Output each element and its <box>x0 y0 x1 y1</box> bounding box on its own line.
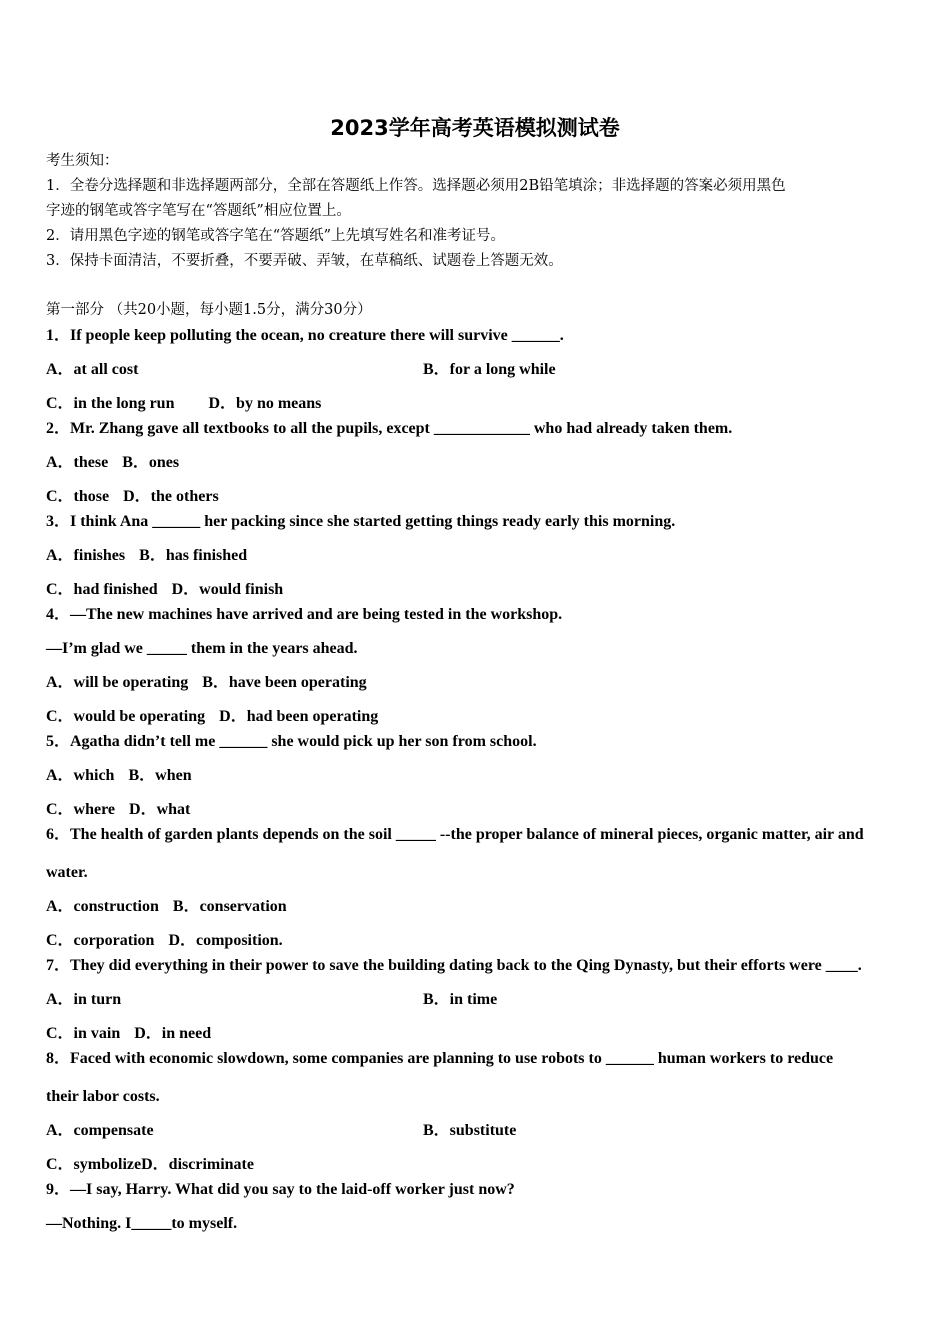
section-heading: 第一部分 （共20小题，每小题1.5分，满分30分） <box>46 302 372 318</box>
option-a: A．will be operating <box>46 674 189 691</box>
option-a: A．these <box>46 454 109 471</box>
option-d: D．what <box>129 801 191 818</box>
option-c: C．in vain <box>46 1025 121 1042</box>
question-stem: 5．Agatha didn’t tell me ______ she would pick up her son from school. <box>46 733 537 750</box>
option-row <box>46 454 179 472</box>
option-a: A．finishes <box>46 547 126 564</box>
option-d: D．would finish <box>171 581 284 598</box>
question-stem-continued: —I’m glad we _____ them in the years ahead. <box>46 640 358 657</box>
option-b: B．in time <box>423 991 498 1008</box>
option-a: A．compensate <box>46 1122 154 1139</box>
option-d: D．by no means <box>208 395 322 412</box>
option-row <box>46 801 190 819</box>
option-d: D．had been operating <box>219 708 379 725</box>
option-c: C．symbolize <box>46 1156 142 1173</box>
option-b: B．conservation <box>172 898 287 915</box>
option-d: D．composition. <box>168 932 283 949</box>
option-row <box>46 581 283 599</box>
option-row <box>46 1122 906 1140</box>
option-c: C．those <box>46 488 110 505</box>
option-d: D．discriminate <box>141 1156 254 1173</box>
option-row <box>46 708 378 726</box>
notice-item: 2．请用黑色字迹的钢笔或答字笔在“答题纸”上先填写姓名和准考证号。 <box>46 228 506 244</box>
option-row <box>46 767 192 785</box>
question-stem: 1．If people keep polluting the ocean, no creature there will survive ______. <box>46 327 564 344</box>
option-a: A．in turn <box>46 991 122 1008</box>
question-stem: 7．They did everything in their power to save the building dating back to the Qing Dynasty, but their efforts were ____. <box>46 957 862 974</box>
option-b: B．when <box>128 767 192 784</box>
option-b: B．have been operating <box>202 674 367 691</box>
question-stem: 8．Faced with economic slowdown, some companies are planning to use robots to ______ human workers to reduce <box>46 1050 834 1067</box>
question-stem-continued: —Nothing. I_____to myself. <box>46 1215 238 1232</box>
question-stem: 6．The health of garden plants depends on the soil _____ --the proper balance of mineral pieces, organic matter, air and <box>46 826 864 843</box>
option-row <box>46 488 219 506</box>
option-row <box>46 1025 211 1043</box>
option-c: C．where <box>46 801 116 818</box>
question-stem: 4．—The new machines have arrived and are being tested in the workshop. <box>46 606 563 623</box>
option-c: C．would be operating <box>46 708 206 725</box>
notice-item: 3．保持卡面清洁，不要折叠，不要弄破、弄皱，在草稿纸、试题卷上答题无效。 <box>46 253 563 269</box>
option-c: C．in the long run <box>46 395 175 412</box>
notice-item: 1．全卷分选择题和非选择题两部分，全部在答题纸上作答。选择题必须用2B铅笔填涂；非选择题的答案必须用黑色 <box>46 178 786 194</box>
option-c: C．corporation <box>46 932 155 949</box>
option-d: D．the others <box>123 488 219 505</box>
notice-item: 字迹的钢笔或答字笔写在“答题纸”相应位置上。 <box>46 203 351 219</box>
option-row <box>46 1156 254 1174</box>
option-a: A．at all cost <box>46 361 139 378</box>
question-stem: 3．I think Ana ______ her packing since she started getting things ready early this morning. <box>46 513 676 530</box>
option-a: A．construction <box>46 898 159 915</box>
option-row <box>46 991 906 1009</box>
question-stem: 2．Mr. Zhang gave all textbooks to all the pupils, except ____________ who had already taken them. <box>46 420 733 437</box>
question-stem: 9．—I say, Harry. What did you say to the laid-off worker just now? <box>46 1181 515 1198</box>
option-row <box>46 361 906 379</box>
option-b: B．for a long while <box>423 361 556 378</box>
option-b: B．ones <box>122 454 180 471</box>
page-title: 2023学年高考英语模拟测试卷 <box>330 116 620 140</box>
notice-heading: 考生须知： <box>46 153 119 169</box>
option-row <box>46 547 247 565</box>
option-row <box>46 395 321 413</box>
option-b: B．has finished <box>139 547 248 564</box>
question-stem-continued: their labor costs. <box>46 1088 160 1105</box>
option-row <box>46 898 287 916</box>
option-c: C．had finished <box>46 581 158 598</box>
option-a: A．which <box>46 767 115 784</box>
option-row <box>46 932 283 950</box>
option-b: B．substitute <box>423 1122 517 1139</box>
question-stem-continued: water. <box>46 864 88 881</box>
option-row <box>46 674 367 692</box>
option-d: D．in need <box>134 1025 212 1042</box>
